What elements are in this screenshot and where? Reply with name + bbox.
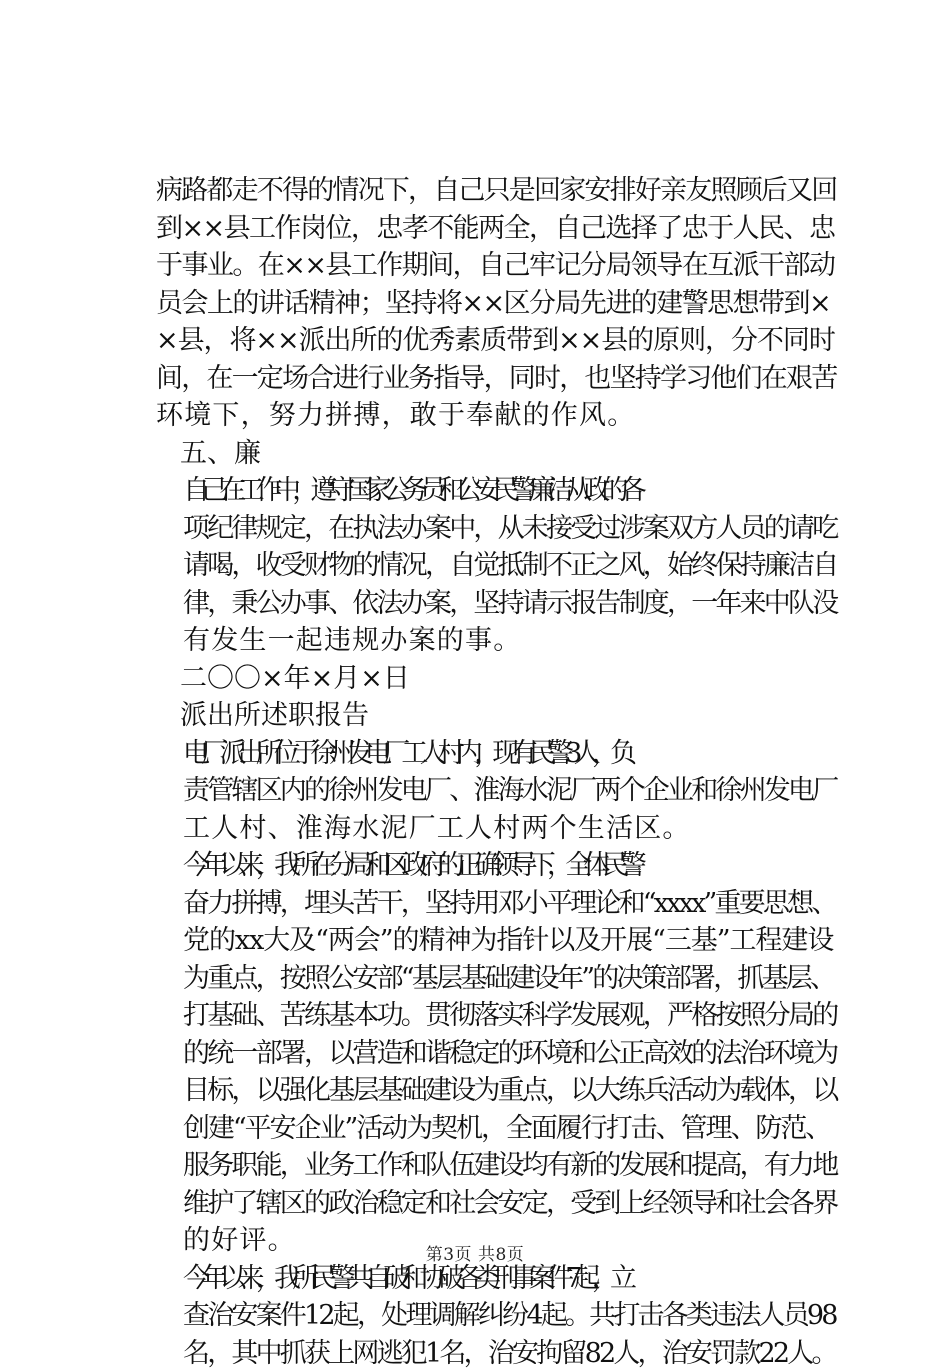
paragraph-line: 查治安案件12起，处理调解纠纷4起。共打击各类违法人员98 <box>156 1297 836 1335</box>
body-paragraph <box>156 1260 836 1372</box>
body-paragraph <box>156 735 836 848</box>
paragraph-line: 有发生一起违规办案的事。 <box>156 622 836 660</box>
body-paragraph <box>156 172 836 435</box>
paragraph-line: 病路都走不得的情况下，自己只是回家安排好亲友照顾后又回 <box>156 172 836 210</box>
paragraph-line: 奋力拼搏，埋头苦干，坚持用邓小平理论和“xxxx”重要思想、 <box>156 885 836 923</box>
body-paragraph <box>156 472 836 660</box>
paragraph-line: 间，在一定场合进行业务指导，同时，也坚持学习他们在艰苦 <box>156 360 836 398</box>
body-paragraph <box>156 847 836 1260</box>
paragraph-line: 工人村、淮海水泥厂工人村两个生活区。 <box>156 810 836 848</box>
paragraph-line: 于事业。在××县工作期间，自己牢记分局领导在互派干部动 <box>156 247 836 285</box>
paragraph-line: 自己在工作中，遵守国家公务员和公安民警廉洁从政的各 <box>156 472 836 510</box>
paragraph-line: 项纪律规定，在执法办案中，从未接受过涉案双方人员的请吃 <box>156 510 836 548</box>
document-body <box>156 172 836 1372</box>
paragraph-line: 员会上的讲话精神；坚持将××区分局先进的建警思想带到× <box>156 285 836 323</box>
paragraph-line: 电厂派出所位于徐州发电厂工人村内，现有民警3人，负 <box>156 735 836 773</box>
section-heading: 二〇〇×年×月×日 <box>156 660 836 698</box>
paragraph-line: 环境下，努力拼搏，敢于奉献的作风。 <box>156 397 836 435</box>
paragraph-line: 请喝，收受财物的情况，自觉抵制不正之风，始终保持廉洁自 <box>156 547 836 585</box>
paragraph-line: 名，其中抓获上网逃犯1名，治安拘留82人，治安罚款22人。 <box>156 1335 836 1372</box>
paragraph-line: 党的xx大及“两会”的精神为指针以及开展“三基”工程建设 <box>156 922 836 960</box>
paragraph-line: 服务职能，业务工作和队伍建设均有新的发展和提高，有力地 <box>156 1147 836 1185</box>
paragraph-line: 目标，以强化基层基础建设为重点，以大练兵活动为载体，以 <box>156 1072 836 1110</box>
paragraph-line: ×县，将××派出所的优秀素质带到××县的原则，分不同时 <box>156 322 836 360</box>
paragraph-line: 律，秉公办事、依法办案，坚持请示报告制度，一年来中队没 <box>156 585 836 623</box>
paragraph-line: 打基础、苦练基本功。贯彻落实科学发展观，严格按照分局的 <box>156 997 836 1035</box>
paragraph-line: 今年以来，我所在分局和区政府的正确领导下，全体民警 <box>156 847 836 885</box>
paragraph-line: 的好评。 <box>156 1222 836 1260</box>
paragraph-line: 为重点，按照公安部“基层基础建设年”的决策部署，抓基层、 <box>156 960 836 998</box>
paragraph-line: 的统一部署，以营造和谐稳定的环境和公正高效的法治环境为 <box>156 1035 836 1073</box>
paragraph-line: 责管辖区内的徐州发电厂、淮海水泥厂两个企业和徐州发电厂 <box>156 772 836 810</box>
section-heading: 派出所述职报告 <box>156 697 836 735</box>
paragraph-line: 创建“平安企业”活动为契机，全面履行打击、管理、防范、 <box>156 1110 836 1148</box>
page-number-footer: 第3页 共8页 <box>0 1240 950 1265</box>
paragraph-line: 到××县工作岗位，忠孝不能两全，自己选择了忠于人民、忠 <box>156 210 836 248</box>
paragraph-line: 维护了辖区的政治稳定和社会安定，受到上经领导和社会各界 <box>156 1185 836 1223</box>
paragraph-line: 今年以来，我所民警共自破和协破各类刑事案件7起，立 <box>156 1260 836 1298</box>
section-heading: 五、廉 <box>156 435 836 473</box>
